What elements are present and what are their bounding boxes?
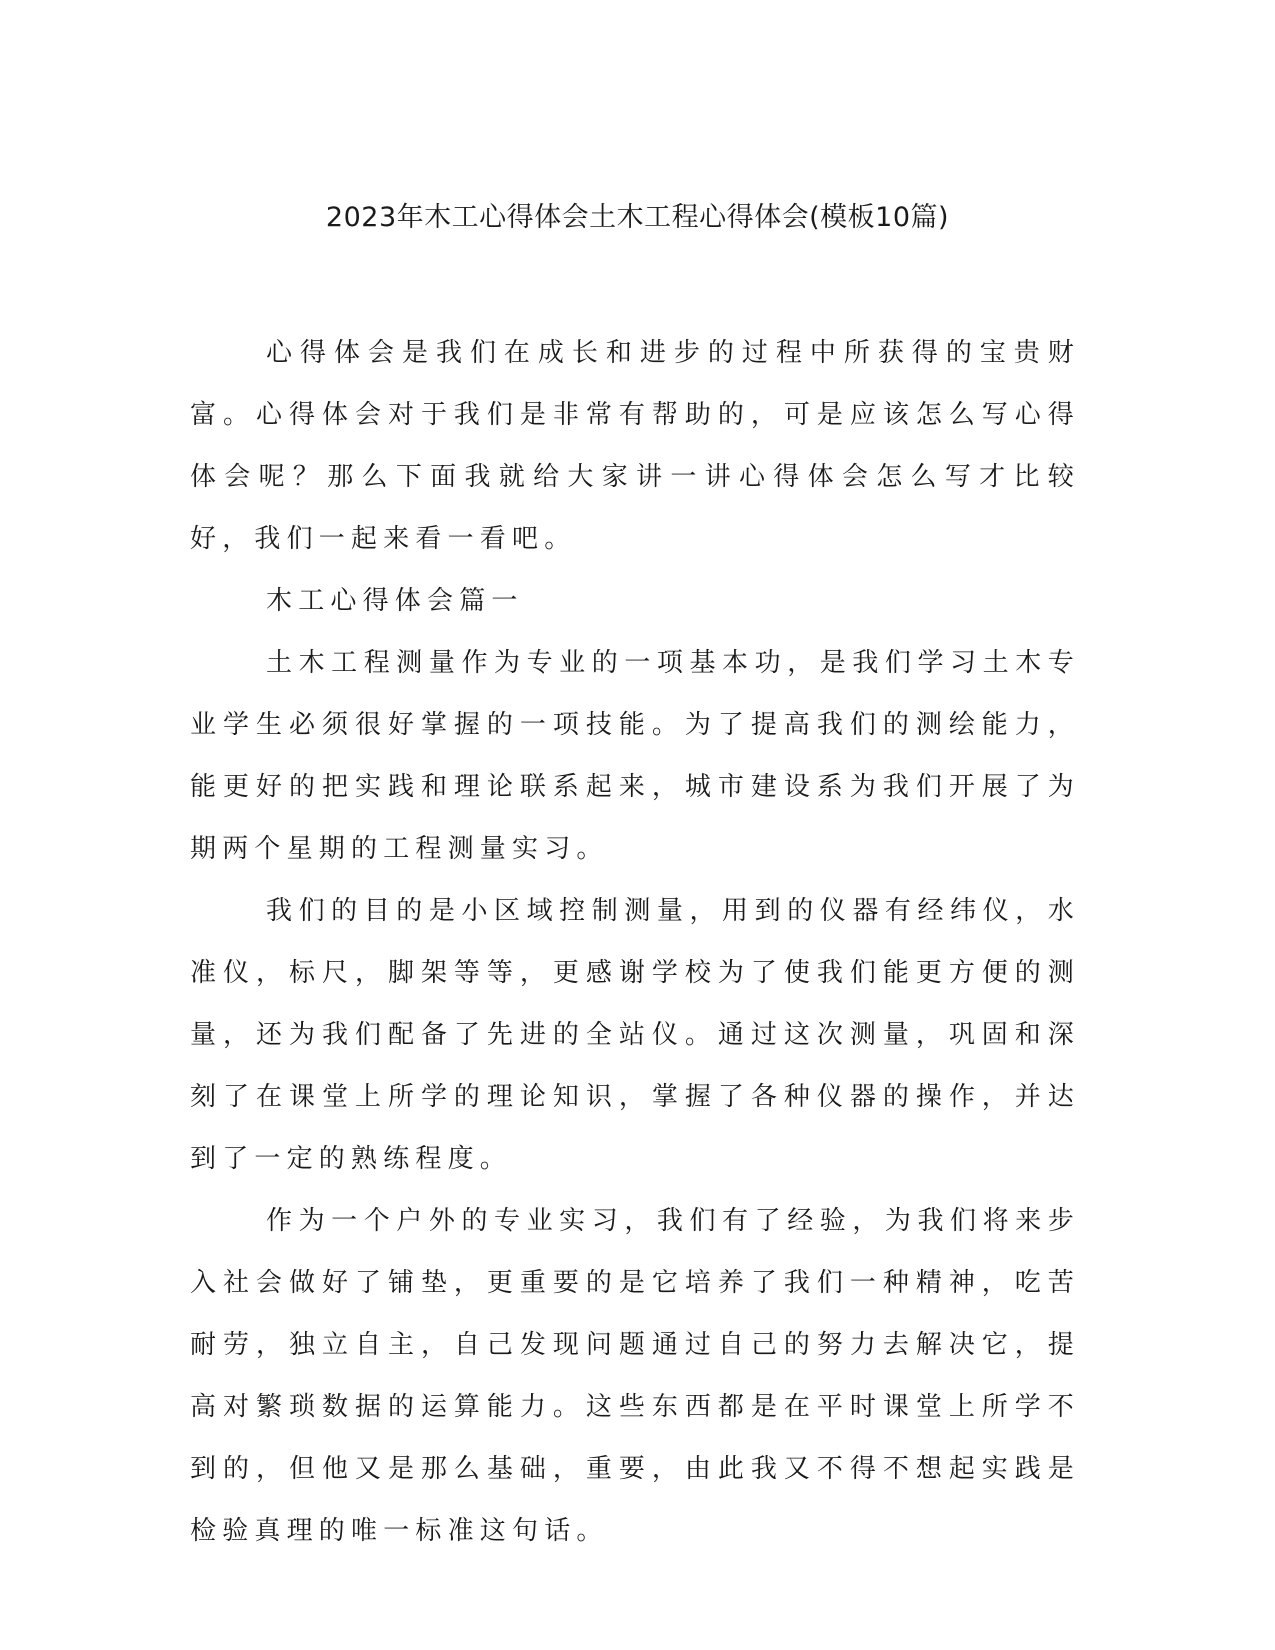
body-paragraph: 作为一个户外的专业实习，我们有了经验，为我们将来步入社会做好了铺垫，更重要的是它培养了我们一种精神，吃苦耐劳，独立自主，自己发现问题通过自己的努力去解决它，提高对繁琐数据的运算能力。这些东西都是在平时课堂上所学不到的，但他又是那么基础，重要，由此我又不得不想起实践是检验真理的唯一标准这句话。: [190, 1206, 1080, 1546]
intro-paragraph: 心得体会是我们在成长和进步的过程中所获得的宝贵财富。心得体会对于我们是非常有帮助的，可是应该怎么写心得体会呢？那么下面我就给大家讲一讲心得体会怎么写才比较好，我们一起来看一看吧。: [190, 338, 1080, 554]
document-body: [190, 322, 1080, 1562]
body-paragraph: 土木工程测量作为专业的一项基本功，是我们学习土木专业学生必须很好掌握的一项技能。为了提高我们的测绘能力，能更好的把实践和理论联系起来，城市建设系为我们开展了为期两个星期的工程测量实习。: [190, 648, 1080, 864]
section-heading: 木工心得体会篇一: [266, 586, 524, 616]
body-paragraph: 我们的目的是小区域控制测量，用到的仪器有经纬仪，水准仪，标尺，脚架等等，更感谢学校为了使我们能更方便的测量，还为我们配备了先进的全站仪。通过这次测量，巩固和深刻了在课堂上所学的理论知识，掌握了各种仪器的操作，并达到了一定的熟练程度。: [190, 896, 1080, 1174]
document-title: 2023年木工心得体会土木工程心得体会(模板10篇): [325, 202, 950, 233]
